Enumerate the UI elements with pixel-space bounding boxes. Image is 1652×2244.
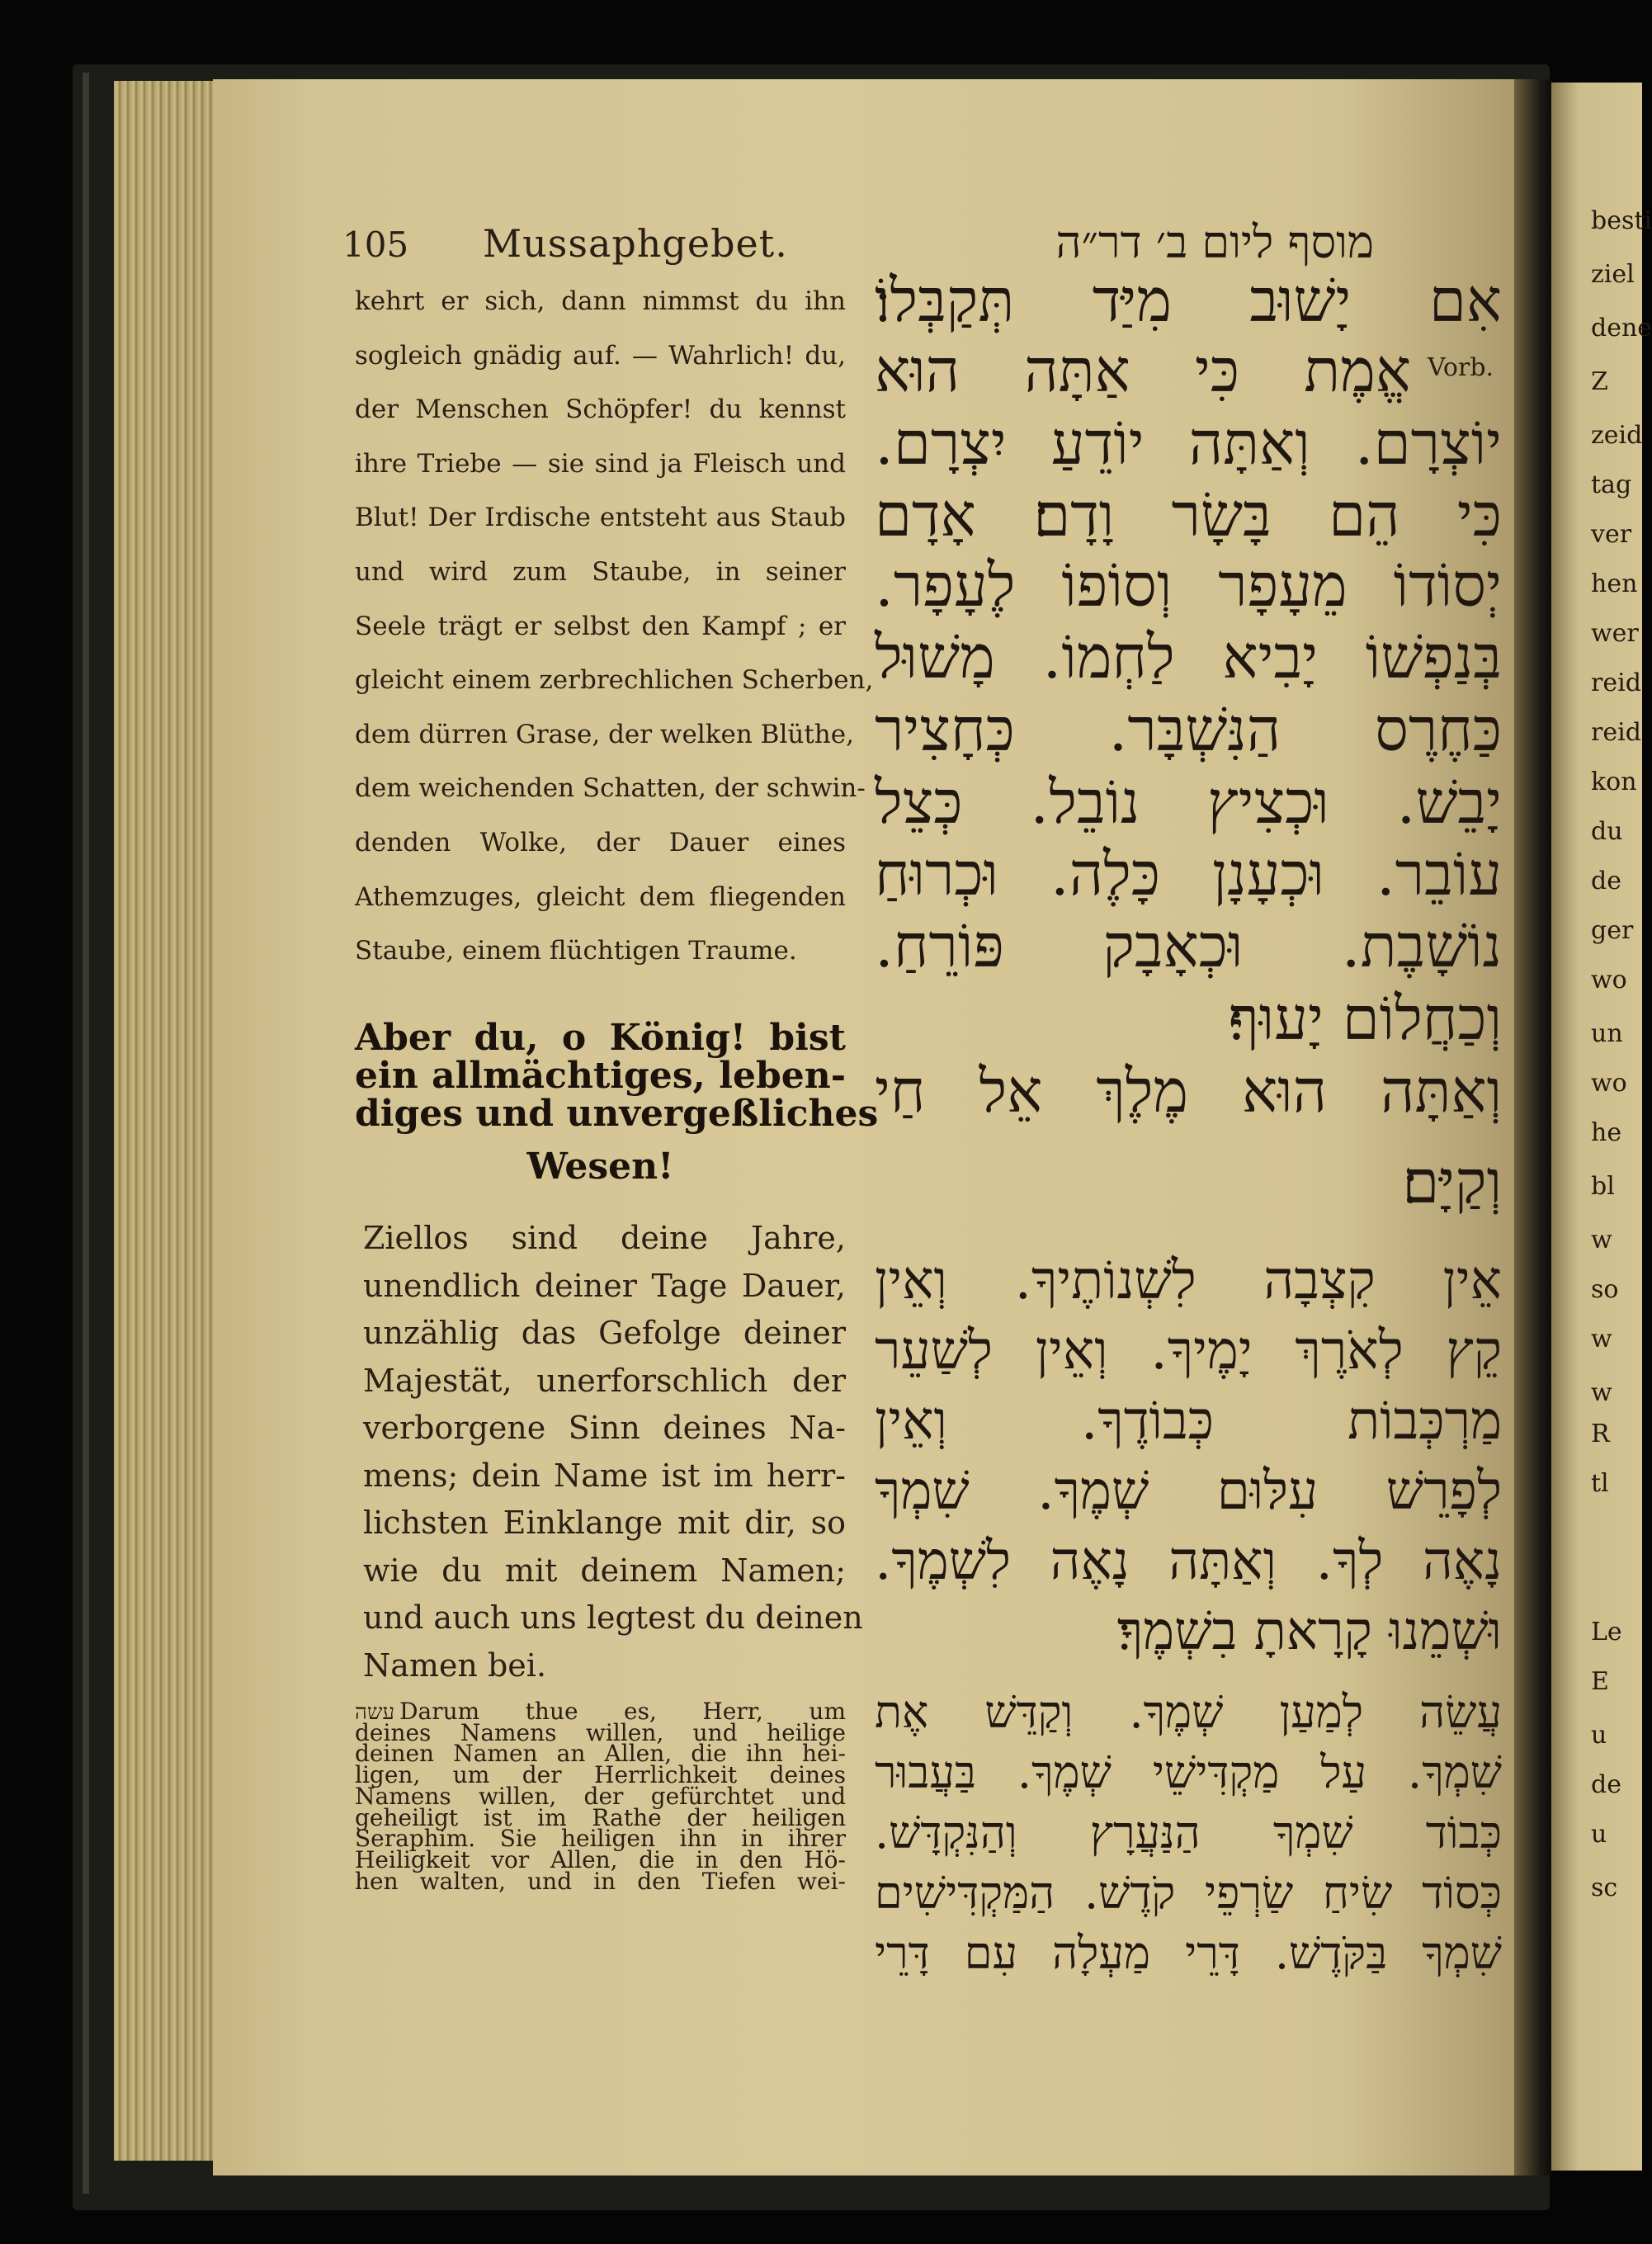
facing-page-fragment: wo — [1591, 966, 1627, 994]
german-text-line: Staube, einem flüchtigen Traume. — [355, 936, 797, 966]
facing-page-fragment: ziel — [1591, 260, 1635, 289]
german-paragraph-line: lichsten Einklange mit dir, so — [363, 1505, 846, 1541]
facing-page-fragment: R — [1591, 1420, 1610, 1448]
german-footnote-line: Seraphim. Sie heiligen ihn in ihrer — [355, 1825, 846, 1853]
facing-page-fragment: u — [1591, 1820, 1607, 1849]
german-footnote-line: ligen, um der Herrlichkeit deines — [355, 1761, 846, 1789]
page-edges — [114, 81, 215, 2161]
hebrew-running-header: מוסף ליום ב׳ דר״ה — [1055, 216, 1374, 268]
german-footnote-line: Heiligkeit vor Allen, die in den Hö- — [355, 1845, 846, 1873]
hebrew-text-line: עֲשֵׂה לְמַעַן שְׁמֶךָ. וְקַדֵּשׁ אֶת — [875, 1686, 1502, 1738]
german-text-line: dem dürren Grase, der welken Blüthe, — [355, 719, 854, 749]
hebrew-text-line: וְאַתָּה הוּא מֶלֶךְ אֵל חַי — [875, 1056, 1502, 1126]
facing-page-fragment: de — [1591, 867, 1621, 895]
german-paragraph-line: Majestät, unerforschlich der — [363, 1362, 846, 1399]
hebrew-text-line: לְפָרֵשׁ עִלּוּם שְׁמֶךָ. שִׁמְךָ — [875, 1461, 1502, 1522]
hebrew-text-line: וְקַיָּם׃ — [1402, 1147, 1502, 1216]
facing-page-fragment: du — [1591, 817, 1623, 846]
german-paragraph-line: und auch uns legtest du deinen — [363, 1599, 863, 1636]
hebrew-text-line: כְּבוֹד שִׁמְךָ הַנַּעֲרָץ וְהַנִּקְדָּשׁ. — [875, 1807, 1502, 1859]
cover-spine-edge — [83, 73, 89, 2194]
hebrew-text-line: וְכַחֲלוֹם יָעוּף׃ — [1228, 984, 1502, 1053]
facing-page-fragment: w — [1591, 1226, 1612, 1254]
hebrew-text-line: כַּחֶרֶס הַנִּשְׁבָּר. כְּחָצִיר — [875, 695, 1502, 764]
german-text-line: der Menschen Schöpfer! du kennst — [355, 394, 846, 425]
german-paragraph-line: unendlich deiner Tage Dauer, — [363, 1267, 846, 1304]
facing-page-fragment: reid — [1591, 668, 1641, 697]
hebrew-text-line: מַרְכְּבוֹת כְּבוֹדֶךָ. וְאֵין — [875, 1391, 1502, 1452]
facing-page — [1551, 83, 1652, 2171]
page-number: 105 — [342, 224, 409, 265]
hebrew-text-line: שִׁמְךָ בַּקֹּדֶשׁ. דָּרֵי מַעְלָה עִם דָּרֵי — [875, 1927, 1502, 1979]
hebrew-text-line: אֵין קִצְבָה לִשְׁנוֹתֶיךָ. וְאֵין — [875, 1250, 1502, 1311]
facing-page-fragment: so — [1591, 1275, 1619, 1304]
facing-page-fragment: E — [1591, 1667, 1609, 1696]
german-text-line: denden Wolke, der Dauer eines — [355, 828, 846, 857]
facing-page-fragment: wer — [1591, 619, 1639, 648]
german-text-line: sogleich gnädig auf. — Wahrlich! du, — [355, 340, 846, 371]
facing-page-fragment: hen — [1591, 569, 1638, 598]
facing-page-fragment: ver — [1591, 520, 1632, 549]
german-paragraph-line: unzählig das Gefolge deiner — [363, 1315, 846, 1351]
hebrew-text-line: כִּי הֵם בָּשָׂר וָדָם׃ אָדָם — [875, 480, 1502, 550]
hebrew-text-line: עוֹבֵר. וּכְעָנָן כָּלֶה. וּכְרוּחַ — [875, 839, 1502, 909]
hebrew-text-line: כְּסוֹד שִׂיחַ שַׂרְפֵי קֹדֶשׁ. הַמַּקְדִּישִׁים — [875, 1867, 1502, 1919]
facing-page-fragment: kon — [1591, 768, 1637, 796]
hebrew-text-line: יוֹצְרָם. וְאַתָּה יוֹדֵעַ יִצְרָם. — [875, 409, 1502, 478]
hebrew-text-line: יָבֵשׁ. וּכְצִיץ נוֹבֵל. כְּצֵל — [875, 768, 1502, 837]
facing-page-fragment: Z — [1591, 367, 1608, 396]
german-paragraph-line: verborgene Sinn deines Na- — [363, 1410, 846, 1446]
facing-page-fragment: un — [1591, 1019, 1623, 1048]
german-footnote-line: hen walten, und in den Tiefen wei- — [355, 1867, 846, 1895]
facing-page-fragment: reid — [1591, 718, 1641, 747]
facing-page-fragment: ger — [1591, 916, 1634, 945]
german-footnote-line: deines Namens willen, und heilige — [355, 1718, 846, 1746]
german-text-line: Athemzuges, gleicht dem fliegenden — [355, 881, 846, 912]
german-heading-line: Wesen! — [526, 1146, 674, 1188]
german-text-line: und wird zum Staube, in seiner — [355, 557, 846, 587]
hebrew-text-line: אִם יָשׁוּב מִיַּד תְּקַבְּלוֹ׃ — [875, 266, 1502, 335]
german-text-line: gleicht einem zerbrechlichen Scherben, — [355, 665, 874, 696]
facing-page-fragment: Le — [1591, 1618, 1622, 1646]
facing-page-fragment: sc — [1591, 1873, 1618, 1902]
hebrew-text-line: נָאֶה לְךָ. וְאַתָּה נָאֶה לִשְׁמֶךָ. — [875, 1531, 1502, 1592]
facing-page-fragment: wo — [1591, 1069, 1627, 1098]
german-footnote-line: Namens willen, der gefürchtet und — [355, 1782, 846, 1810]
hebrew-text-line: קֵץ לְאֹרֶךְ יָמֶיךָ. וְאֵין לְשַׁעֵר — [875, 1320, 1502, 1382]
german-footnote-line: deinen Namen an Allen, die ihn hei- — [355, 1740, 846, 1768]
german-heading-line: diges und unvergeßliches — [355, 1093, 879, 1135]
facing-page-fragment: dene — [1591, 314, 1652, 343]
facing-page-fragment: de — [1591, 1770, 1621, 1799]
german-paragraph-line: Ziellos sind deine Jahre, — [363, 1220, 846, 1256]
facing-page-fragment: zeid — [1591, 421, 1643, 450]
hebrew-text-line: בְּנַפְשׁוֹ יָבִיא לַחְמוֹ. מָשׁוּל — [875, 622, 1502, 692]
german-paragraph-line: Namen bei. — [363, 1646, 547, 1684]
running-title: Mussaphgebet. — [483, 221, 788, 266]
german-heading-line: Aber du, o König! bist — [355, 1017, 846, 1059]
facing-page-fragment: u — [1591, 1721, 1607, 1750]
german-paragraph-line: wie du mit deinem Namen; — [363, 1552, 846, 1589]
german-text-line: ihre Triebe — sie sind ja Fleisch und — [355, 448, 846, 479]
facing-page-fragment: bl — [1591, 1172, 1615, 1201]
hebrew-text-line: יְסוֹדוֹ מֵעָפָר וְסוֹפוֹ לֶעָפָר. — [875, 550, 1502, 620]
facing-page-fragment: tag — [1591, 470, 1632, 499]
facing-page-fragment: w — [1591, 1378, 1612, 1407]
german-paragraph-line: mens; dein Name ist im herr- — [363, 1457, 846, 1494]
facing-page-fragment: tl — [1591, 1469, 1609, 1498]
german-footnote-line: geheiligt ist im Rathe der heiligen — [355, 1803, 846, 1831]
margin-note: Vorb. — [1428, 353, 1494, 382]
facing-page-fragment: he — [1591, 1118, 1622, 1147]
facing-page-fragment: w — [1591, 1325, 1612, 1353]
german-text-line: kehrt er sich, dann nimmst du ihn — [355, 286, 846, 316]
german-text-line: Blut! Der Irdische entsteht aus Staub — [355, 503, 846, 533]
hebrew-cue-word: עשה — [355, 1700, 395, 1725]
hebrew-text-line: שִׁמְךָ. עַל מַקְדִּישֵׁי שְׁמֶךָ. בַּעֲבוּר — [875, 1746, 1502, 1798]
hebrew-text-line: וּשְׁמֵנוּ קָרָאתָ בִשְׁמֶךָ׃ — [1116, 1601, 1502, 1662]
hebrew-text-line: אֱמֶת כִּי אַתָּה הוּא — [875, 336, 1411, 405]
footnote-text: Darum thue es, Herr, um — [399, 1698, 846, 1725]
book-gutter — [1514, 79, 1551, 2175]
german-heading-line: ein allmächtiges, leben- — [355, 1055, 846, 1097]
german-text-line: dem weichenden Schatten, der schwin- — [355, 773, 866, 804]
german-text-line: Seele trägt er selbst den Kampf ; er — [355, 611, 846, 641]
hebrew-text-line: נוֹשָׁבֶת. וּכְאָבָק פּוֹרֵחַ. — [875, 911, 1502, 980]
facing-page-fragment: besti — [1591, 206, 1652, 235]
